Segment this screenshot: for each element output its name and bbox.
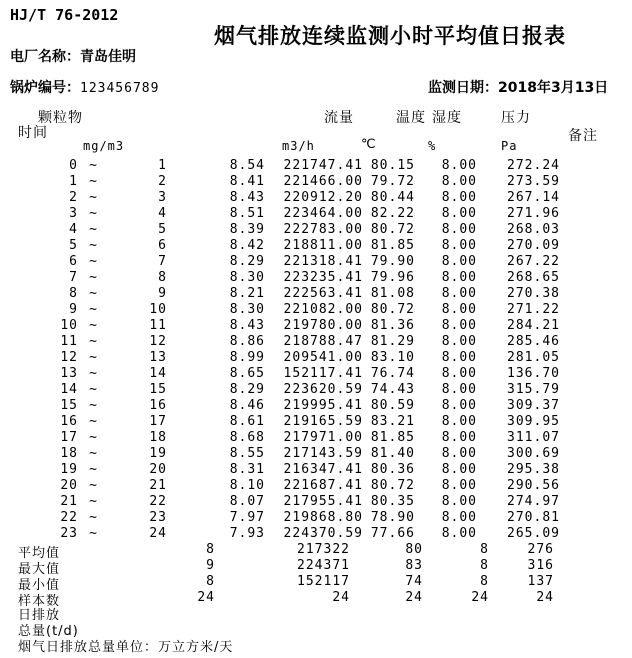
hour-start-value: 3: [69, 206, 78, 221]
humidity-value: 8.00: [441, 446, 477, 461]
flow-value: 217955.41: [283, 494, 363, 509]
hour-start-value: 4: [69, 222, 78, 237]
temperature-value: 83.21: [370, 414, 415, 429]
table-row: [0, 525, 632, 541]
particulate-value: 8.41: [229, 174, 265, 189]
table-row: [0, 349, 632, 365]
flow-value: 222563.41: [283, 286, 363, 301]
table-row: [0, 461, 632, 477]
hour-start-value: 20: [60, 478, 78, 493]
pressure-value: 284.21: [507, 318, 560, 333]
flow-value: 219868.80: [283, 510, 363, 525]
temperature-value: 80.15: [370, 158, 415, 173]
emission-unit-note: 烟气日排放总量单位：万立方米/天: [18, 640, 234, 655]
temperature-value: 80.44: [370, 190, 415, 205]
particulate-value: 8.10: [229, 478, 265, 493]
table-row: [0, 189, 632, 205]
report-title: 烟气排放连续监测小时平均值日报表: [214, 24, 566, 48]
summary-row-label: 最小值: [18, 578, 61, 593]
humidity-value: 8.00: [441, 334, 477, 349]
particulate-value: 8.61: [229, 414, 265, 429]
hour-start-value: 12: [60, 350, 78, 365]
tilde-separator: ~: [89, 382, 98, 397]
temperature-value: 78.90: [370, 510, 415, 525]
tilde-separator: ~: [89, 318, 98, 333]
table-row: [0, 205, 632, 221]
pressure-value: 271.22: [507, 302, 560, 317]
pressure-value: 265.09: [507, 526, 560, 541]
col-header-time: 时间: [18, 125, 48, 141]
hour-end-value: 5: [158, 222, 167, 237]
tilde-separator: ~: [89, 366, 98, 381]
total-label: 总量(t/d): [18, 624, 79, 639]
flow-value: 219780.00: [283, 318, 363, 333]
table-row: [0, 285, 632, 301]
particulate-value: 7.93: [229, 526, 265, 541]
flow-value: 220912.20: [283, 190, 363, 205]
hour-start-value: 1: [69, 174, 78, 189]
pressure-value: 270.09: [507, 238, 560, 253]
particulate-value: 8: [206, 542, 215, 557]
hour-start-value: 21: [60, 494, 78, 509]
temperature-value: 77.66: [370, 526, 415, 541]
flow-value: 217143.59: [283, 446, 363, 461]
hour-start-value: 14: [60, 382, 78, 397]
flow-value: 219995.41: [283, 398, 363, 413]
particulate-value: 8.30: [229, 270, 265, 285]
table-row: [0, 269, 632, 285]
hour-start-value: 11: [60, 334, 78, 349]
flow-value: 219165.59: [283, 414, 363, 429]
humidity-value: 8.00: [441, 254, 477, 269]
temperature-value: 79.96: [370, 270, 415, 285]
hour-start-value: 6: [69, 254, 78, 269]
unit-particulate: mg/m3: [83, 139, 125, 153]
tilde-separator: ~: [89, 446, 98, 461]
humidity-value: 8.00: [441, 158, 477, 173]
temperature-value: 81.08: [370, 286, 415, 301]
flow-value: 221082.00: [283, 302, 363, 317]
temperature-value: 74.43: [370, 382, 415, 397]
flow-value: 24: [332, 590, 350, 605]
temperature-value: 81.36: [370, 318, 415, 333]
particulate-value: 8.86: [229, 334, 265, 349]
pressure-value: 309.37: [507, 398, 560, 413]
temperature-value: 83.10: [370, 350, 415, 365]
flow-value: 216347.41: [283, 462, 363, 477]
particulate-value: 8.29: [229, 382, 265, 397]
humidity-value: 8.00: [441, 238, 477, 253]
hour-start-value: 10: [60, 318, 78, 333]
temperature-value: 76.74: [370, 366, 415, 381]
hourly-rows: [0, 157, 632, 541]
hour-start-value: 2: [69, 190, 78, 205]
temperature-value: 80.72: [370, 302, 415, 317]
humidity-value: 8.00: [441, 206, 477, 221]
humidity-value: 8.00: [441, 302, 477, 317]
hour-end-value: 22: [149, 494, 167, 509]
table-row: [0, 253, 632, 269]
flow-value: 224371: [297, 558, 350, 573]
tilde-separator: ~: [89, 494, 98, 509]
col-header-flow: 流量: [324, 110, 354, 126]
tilde-separator: ~: [89, 510, 98, 525]
temperature-value: 79.72: [370, 174, 415, 189]
pressure-value: 273.59: [507, 174, 560, 189]
flow-value: 209541.00: [283, 350, 363, 365]
monitor-date-label: 监测日期：: [428, 80, 498, 96]
hour-start-value: 5: [69, 238, 78, 253]
tilde-separator: ~: [89, 222, 98, 237]
hour-end-value: 12: [149, 334, 167, 349]
humidity-value: 8.00: [441, 382, 477, 397]
monitor-date-value: 2018年3月13日: [498, 80, 609, 96]
hour-end-value: 13: [149, 350, 167, 365]
pressure-value: 285.46: [507, 334, 560, 349]
col-header-temperature: 温度: [396, 110, 426, 126]
hour-end-value: 9: [158, 286, 167, 301]
pressure-value: 290.56: [507, 478, 560, 493]
boiler-no-line: [10, 77, 159, 97]
humidity-value: 8.00: [441, 190, 477, 205]
table-row: [0, 221, 632, 237]
hour-end-value: 20: [149, 462, 167, 477]
unit-temperature: ℃: [361, 137, 377, 152]
hour-start-value: 8: [69, 286, 78, 301]
tilde-separator: ~: [89, 478, 98, 493]
tilde-separator: ~: [89, 158, 98, 173]
summary-row-label: 最大值: [18, 562, 61, 577]
humidity-value: 24: [471, 590, 489, 605]
col-header-particulate: 颗粒物: [38, 110, 83, 126]
pressure-value: 268.65: [507, 270, 560, 285]
humidity-value: 8: [480, 558, 489, 573]
pressure-value: 300.69: [507, 446, 560, 461]
hour-end-value: 14: [149, 366, 167, 381]
humidity-value: 8.00: [441, 286, 477, 301]
summary-row: [0, 557, 632, 577]
temperature-value: 79.90: [370, 254, 415, 269]
table-row: [0, 317, 632, 333]
tilde-separator: ~: [89, 174, 98, 189]
particulate-value: 8.55: [229, 446, 265, 461]
hour-end-value: 21: [149, 478, 167, 493]
tilde-separator: ~: [89, 414, 98, 429]
pressure-value: 270.81: [507, 510, 560, 525]
unit-humidity: %: [428, 139, 437, 153]
table-row: [0, 301, 632, 317]
particulate-value: 8.07: [229, 494, 265, 509]
standard-code: HJ/T 76-2012: [10, 6, 119, 24]
flow-value: 221318.41: [283, 254, 363, 269]
humidity-value: 8.00: [441, 494, 477, 509]
particulate-value: 8.29: [229, 254, 265, 269]
tilde-separator: ~: [89, 286, 98, 301]
hour-end-value: 18: [149, 430, 167, 445]
hour-start-value: 0: [69, 158, 78, 173]
table-row: [0, 477, 632, 493]
hour-end-value: 10: [149, 302, 167, 317]
hour-end-value: 17: [149, 414, 167, 429]
summary-row: [0, 573, 632, 593]
table-row: [0, 397, 632, 413]
tilde-separator: ~: [89, 270, 98, 285]
hour-end-value: 1: [158, 158, 167, 173]
daily-emission-label: 日排放: [18, 608, 61, 623]
table-row: [0, 157, 632, 173]
hour-end-value: 11: [149, 318, 167, 333]
monitor-date-line: [428, 77, 608, 97]
particulate-value: 7.97: [229, 510, 265, 525]
tilde-separator: ~: [89, 526, 98, 541]
unit-flow: m3/h: [282, 139, 315, 153]
pressure-value: 137: [527, 574, 554, 589]
pressure-value: 136.70: [507, 366, 560, 381]
particulate-value: 8.39: [229, 222, 265, 237]
temperature-value: 83: [405, 558, 423, 573]
hour-end-value: 3: [158, 190, 167, 205]
pressure-value: 316: [527, 558, 554, 573]
hour-end-value: 6: [158, 238, 167, 253]
pressure-value: 268.03: [507, 222, 560, 237]
humidity-value: 8.00: [441, 270, 477, 285]
table-row: [0, 365, 632, 381]
temperature-value: 74: [405, 574, 423, 589]
pressure-value: 24: [536, 590, 554, 605]
summary-row-label: 样本数: [18, 594, 61, 609]
hour-start-value: 23: [60, 526, 78, 541]
summary-rows: [0, 541, 632, 609]
humidity-value: 8.00: [441, 510, 477, 525]
flow-value: 224370.59: [283, 526, 363, 541]
boiler-no-label: 锅炉编号：: [10, 80, 80, 96]
flow-value: 222783.00: [283, 222, 363, 237]
humidity-value: 8.00: [441, 478, 477, 493]
table-row: [0, 237, 632, 253]
hour-start-value: 13: [60, 366, 78, 381]
humidity-value: 8.00: [441, 222, 477, 237]
flow-value: 221466.00: [283, 174, 363, 189]
pressure-value: 295.38: [507, 462, 560, 477]
hour-end-value: 8: [158, 270, 167, 285]
pressure-value: 272.24: [507, 158, 560, 173]
humidity-value: 8.00: [441, 398, 477, 413]
tilde-separator: ~: [89, 462, 98, 477]
flow-value: 223464.00: [283, 206, 363, 221]
summary-row: [0, 541, 632, 561]
pressure-value: 311.07: [507, 430, 560, 445]
hour-end-value: 23: [149, 510, 167, 525]
humidity-value: 8.00: [441, 318, 477, 333]
particulate-value: 24: [197, 590, 215, 605]
hour-end-value: 24: [149, 526, 167, 541]
hour-end-value: 7: [158, 254, 167, 269]
humidity-value: 8.00: [441, 174, 477, 189]
pressure-value: 271.96: [507, 206, 560, 221]
pressure-value: 267.14: [507, 190, 560, 205]
tilde-separator: ~: [89, 350, 98, 365]
hour-end-value: 15: [149, 382, 167, 397]
col-header-pressure: 压力: [501, 110, 531, 126]
hour-end-value: 16: [149, 398, 167, 413]
humidity-value: 8.00: [441, 462, 477, 477]
humidity-value: 8.00: [441, 430, 477, 445]
particulate-value: 8.31: [229, 462, 265, 477]
flow-value: 218788.47: [283, 334, 363, 349]
hour-end-value: 2: [158, 174, 167, 189]
flow-value: 152117.41: [283, 366, 363, 381]
hour-start-value: 9: [69, 302, 78, 317]
humidity-value: 8: [480, 542, 489, 557]
temperature-value: 81.40: [370, 446, 415, 461]
col-header-humidity: 湿度: [432, 110, 462, 126]
pressure-value: 309.95: [507, 414, 560, 429]
particulate-value: 8.51: [229, 206, 265, 221]
particulate-value: 8: [206, 574, 215, 589]
tilde-separator: ~: [89, 398, 98, 413]
hour-end-value: 4: [158, 206, 167, 221]
tilde-separator: ~: [89, 302, 98, 317]
temperature-value: 82.22: [370, 206, 415, 221]
flow-value: 217322: [297, 542, 350, 557]
particulate-value: 8.43: [229, 318, 265, 333]
humidity-value: 8.00: [441, 350, 477, 365]
temperature-value: 24: [405, 590, 423, 605]
temperature-value: 80.36: [370, 462, 415, 477]
table-row: [0, 493, 632, 509]
particulate-value: 9: [206, 558, 215, 573]
pressure-value: 315.79: [507, 382, 560, 397]
temperature-value: 80.72: [370, 478, 415, 493]
hour-start-value: 18: [60, 446, 78, 461]
table-row: [0, 381, 632, 397]
hour-start-value: 17: [60, 430, 78, 445]
particulate-value: 8.42: [229, 238, 265, 253]
particulate-value: 8.68: [229, 430, 265, 445]
particulate-value: 8.21: [229, 286, 265, 301]
hour-start-value: 15: [60, 398, 78, 413]
tilde-separator: ~: [89, 334, 98, 349]
hour-start-value: 7: [69, 270, 78, 285]
humidity-value: 8.00: [441, 414, 477, 429]
flow-value: 152117: [297, 574, 350, 589]
temperature-value: 80.72: [370, 222, 415, 237]
table-row: [0, 509, 632, 525]
table-row: [0, 333, 632, 349]
flow-value: 223620.59: [283, 382, 363, 397]
hour-start-value: 16: [60, 414, 78, 429]
tilde-separator: ~: [89, 238, 98, 253]
table-row: [0, 445, 632, 461]
flow-value: 217971.00: [283, 430, 363, 445]
pressure-value: 281.05: [507, 350, 560, 365]
temperature-value: 81.85: [370, 238, 415, 253]
tilde-separator: ~: [89, 430, 98, 445]
particulate-value: 8.54: [229, 158, 265, 173]
tilde-separator: ~: [89, 206, 98, 221]
tilde-separator: ~: [89, 254, 98, 269]
summary-row: [0, 589, 632, 609]
table-row: [0, 413, 632, 429]
humidity-value: 8.00: [441, 366, 477, 381]
pressure-value: 267.22: [507, 254, 560, 269]
particulate-value: 8.46: [229, 398, 265, 413]
humidity-value: 8: [480, 574, 489, 589]
plant-name-line: 电厂名称：青岛佳明: [10, 49, 136, 65]
unit-pressure: Pa: [501, 139, 518, 153]
col-header-remark: 备注: [568, 128, 598, 144]
temperature-value: 80: [405, 542, 423, 557]
temperature-value: 81.85: [370, 430, 415, 445]
temperature-value: 81.29: [370, 334, 415, 349]
pressure-value: 270.38: [507, 286, 560, 301]
table-row: [0, 429, 632, 445]
pressure-value: 276: [527, 542, 554, 557]
boiler-no-value: 123456789: [80, 81, 160, 96]
particulate-value: 8.99: [229, 350, 265, 365]
temperature-value: 80.35: [370, 494, 415, 509]
temperature-value: 80.59: [370, 398, 415, 413]
particulate-value: 8.65: [229, 366, 265, 381]
hour-start-value: 19: [60, 462, 78, 477]
tilde-separator: ~: [89, 190, 98, 205]
humidity-value: 8.00: [441, 526, 477, 541]
summary-row-label: 平均值: [18, 546, 61, 561]
flow-value: 221747.41: [283, 158, 363, 173]
hour-start-value: 22: [60, 510, 78, 525]
particulate-value: 8.30: [229, 302, 265, 317]
flow-value: 223235.41: [283, 270, 363, 285]
hour-end-value: 19: [149, 446, 167, 461]
pressure-value: 274.97: [507, 494, 560, 509]
flow-value: 218811.00: [283, 238, 363, 253]
flow-value: 221687.41: [283, 478, 363, 493]
particulate-value: 8.43: [229, 190, 265, 205]
table-row: [0, 173, 632, 189]
